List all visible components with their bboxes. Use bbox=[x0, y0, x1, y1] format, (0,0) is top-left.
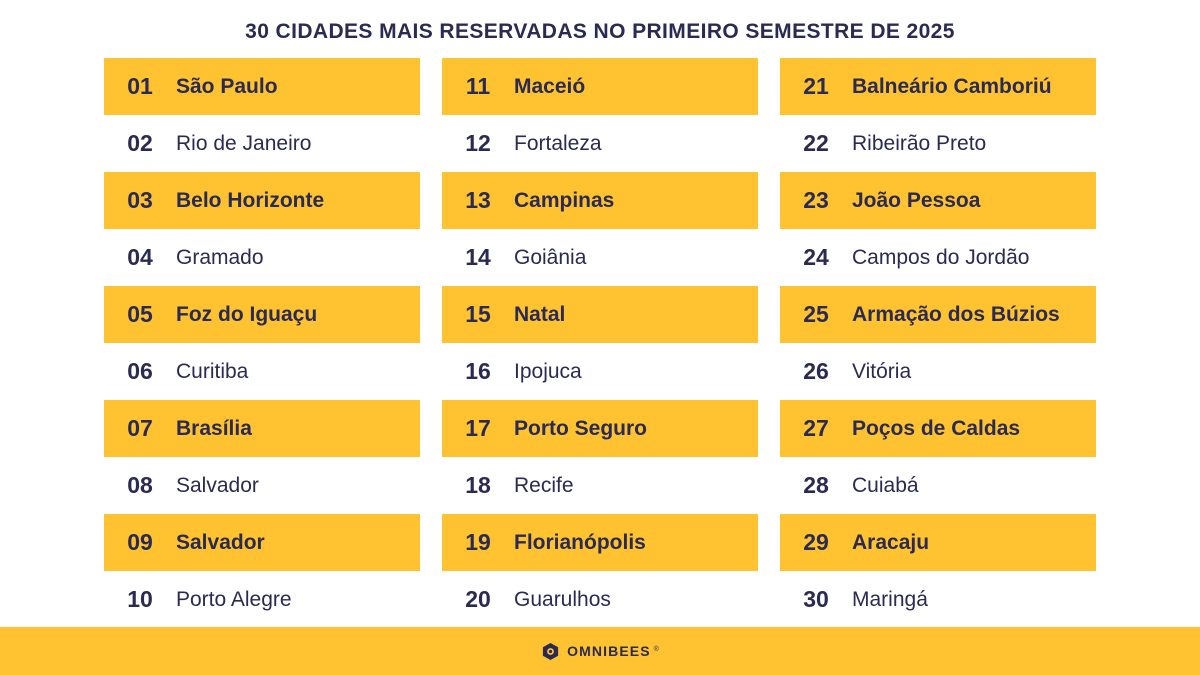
rank-number: 19 bbox=[465, 529, 491, 555]
city-name: Campos do Jordão bbox=[852, 245, 1030, 269]
list-item bbox=[104, 514, 420, 571]
brand-logo bbox=[541, 642, 659, 661]
city-name: Ipojuca bbox=[514, 359, 582, 383]
city-name: Aracaju bbox=[852, 530, 930, 554]
brand-name: OMNIBEES bbox=[567, 643, 651, 659]
list-item bbox=[104, 172, 420, 229]
rank-number: 12 bbox=[465, 130, 491, 156]
city-name: Florianópolis bbox=[514, 530, 646, 554]
list-item bbox=[104, 115, 420, 172]
city-name: Rio de Janeiro bbox=[176, 131, 312, 155]
rank-number: 15 bbox=[465, 301, 491, 327]
rank-number: 06 bbox=[127, 358, 153, 384]
rank-number: 26 bbox=[803, 358, 829, 384]
list-item bbox=[780, 115, 1096, 172]
list-item bbox=[442, 514, 758, 571]
list-item bbox=[442, 229, 758, 286]
list-item bbox=[780, 58, 1096, 115]
city-name: Natal bbox=[514, 302, 566, 326]
city-name: Campinas bbox=[514, 188, 615, 212]
list-item bbox=[442, 115, 758, 172]
list-item bbox=[780, 400, 1096, 457]
rank-number: 21 bbox=[803, 73, 829, 99]
list-item bbox=[442, 286, 758, 343]
list-item bbox=[104, 229, 420, 286]
page-title: 30 CIDADES MAIS RESERVADAS NO PRIMEIRO SEMESTRE DE 2025 bbox=[245, 20, 955, 43]
rank-number: 18 bbox=[465, 472, 491, 498]
rank-number: 05 bbox=[127, 301, 153, 327]
rank-number: 10 bbox=[127, 586, 153, 612]
city-name: Maringá bbox=[852, 587, 928, 611]
ranking-column-3 bbox=[780, 58, 1096, 628]
rank-number: 04 bbox=[127, 244, 153, 270]
rank-number: 30 bbox=[803, 586, 829, 612]
list-item bbox=[780, 343, 1096, 400]
rank-number: 08 bbox=[127, 472, 153, 498]
city-name: Curitiba bbox=[176, 359, 249, 383]
rank-number: 23 bbox=[803, 187, 829, 213]
list-item bbox=[104, 286, 420, 343]
ranking-column-1 bbox=[104, 58, 420, 628]
list-item bbox=[442, 571, 758, 628]
city-name: João Pessoa bbox=[852, 188, 981, 212]
city-name: São Paulo bbox=[176, 74, 278, 98]
list-item bbox=[442, 58, 758, 115]
rank-number: 02 bbox=[127, 130, 153, 156]
city-name: Fortaleza bbox=[514, 131, 602, 155]
city-name: Porto Alegre bbox=[176, 587, 292, 611]
rank-number: 01 bbox=[127, 73, 153, 99]
rank-number: 13 bbox=[465, 187, 491, 213]
rank-number: 07 bbox=[127, 415, 153, 441]
city-name: Foz do Iguaçu bbox=[176, 302, 318, 326]
city-name: Cuiabá bbox=[852, 473, 919, 497]
city-name: Guarulhos bbox=[514, 587, 611, 611]
list-item bbox=[442, 343, 758, 400]
city-name: Brasília bbox=[176, 416, 252, 440]
city-name: Recife bbox=[514, 473, 574, 497]
hexagon-logo-icon bbox=[541, 642, 560, 661]
rank-number: 17 bbox=[465, 415, 491, 441]
list-item bbox=[442, 172, 758, 229]
trademark-symbol: ® bbox=[653, 645, 659, 653]
rank-number: 03 bbox=[127, 187, 153, 213]
rank-number: 29 bbox=[803, 529, 829, 555]
list-item bbox=[104, 343, 420, 400]
rank-number: 27 bbox=[803, 415, 829, 441]
list-item bbox=[780, 286, 1096, 343]
list-item bbox=[780, 571, 1096, 628]
rank-number: 24 bbox=[803, 244, 829, 270]
list-item bbox=[104, 400, 420, 457]
city-name: Gramado bbox=[176, 245, 264, 269]
footer-bar bbox=[0, 627, 1200, 675]
rank-number: 25 bbox=[803, 301, 829, 327]
ranking-column-2 bbox=[442, 58, 758, 628]
city-name: Belo Horizonte bbox=[176, 188, 325, 212]
rank-number: 22 bbox=[803, 130, 829, 156]
rank-number: 20 bbox=[465, 586, 491, 612]
list-item bbox=[780, 229, 1096, 286]
city-name: Salvador bbox=[176, 530, 265, 554]
city-name: Ribeirão Preto bbox=[852, 131, 987, 155]
list-item bbox=[442, 400, 758, 457]
city-name: Balneário Camboriú bbox=[852, 74, 1052, 98]
list-item bbox=[780, 172, 1096, 229]
city-name: Armação dos Búzios bbox=[852, 302, 1060, 326]
list-item bbox=[104, 571, 420, 628]
city-name: Vitória bbox=[852, 359, 912, 383]
ranking-columns bbox=[0, 58, 1200, 628]
rank-number: 11 bbox=[465, 73, 491, 99]
city-name: Porto Seguro bbox=[514, 416, 648, 440]
rank-number: 16 bbox=[465, 358, 491, 384]
city-name: Poços de Caldas bbox=[852, 416, 1021, 440]
list-item bbox=[780, 514, 1096, 571]
city-name: Salvador bbox=[176, 473, 259, 497]
rank-number: 09 bbox=[127, 529, 153, 555]
city-name: Maceió bbox=[514, 74, 586, 98]
rank-number: 14 bbox=[465, 244, 491, 270]
list-item bbox=[104, 457, 420, 514]
city-name: Goiânia bbox=[514, 245, 587, 269]
list-item bbox=[442, 457, 758, 514]
rank-number: 28 bbox=[803, 472, 829, 498]
list-item bbox=[780, 457, 1096, 514]
list-item bbox=[104, 58, 420, 115]
